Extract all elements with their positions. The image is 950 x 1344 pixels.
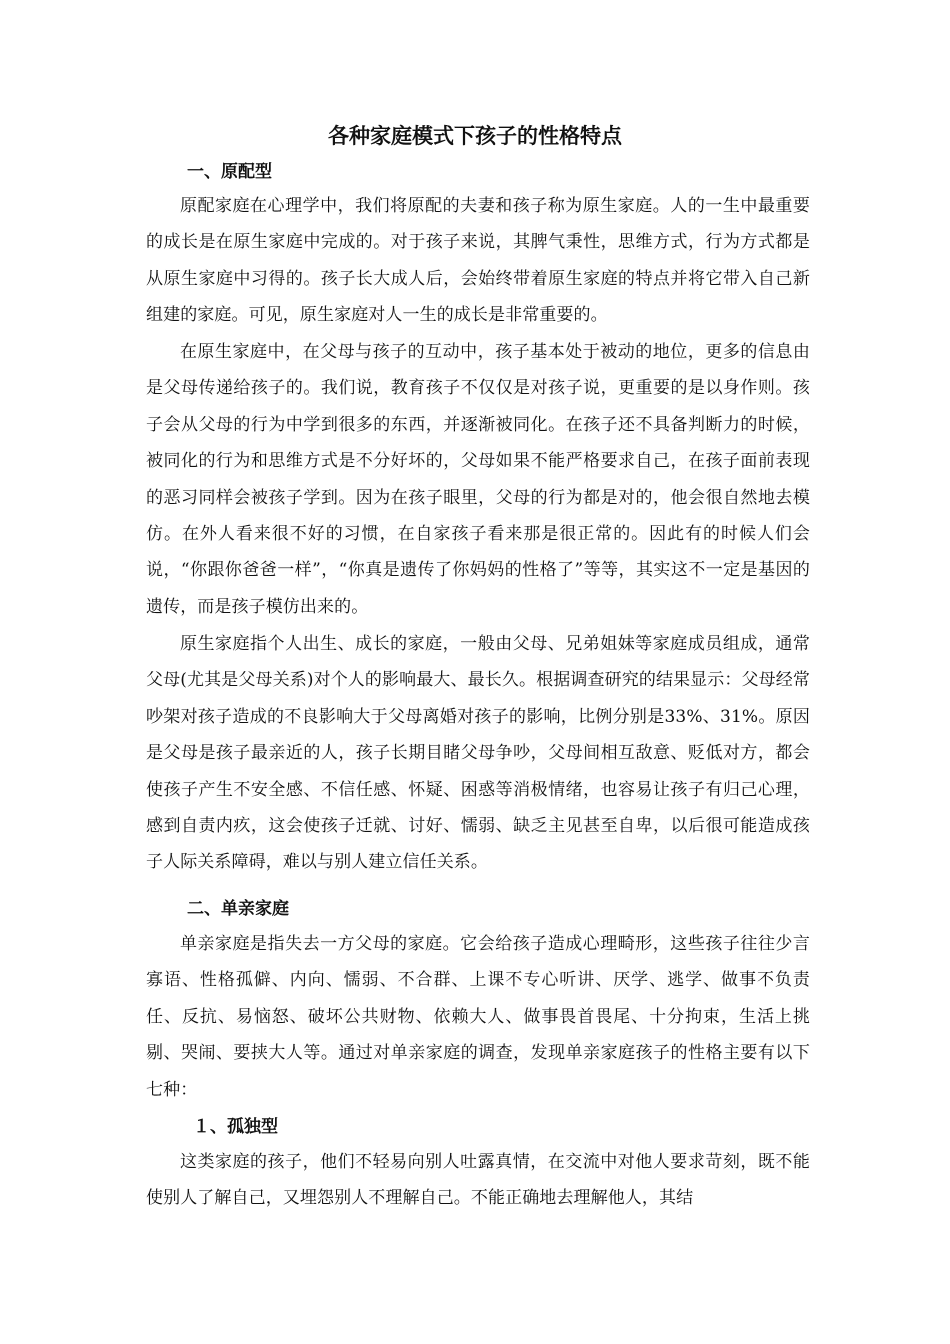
subheading-lonely-type: １、孤独型 [193,1117,278,1137]
paragraph: 原生家庭指个人出生、成长的家庭，一般由父母、兄弟姐妹等家庭成员组成，通常父母(尤其是父母关系)对个人的影响最大、最长久。根据调查研究的结果显示：父母经常吵架对孩子造成的不良影响大于父母离婚对孩子的影响，比例分别是33%、31%。原因是父母是孩子最亲近的人，孩子长期目睹父母争吵，父母间相互敌意、贬低对方，都会使孩子产生不安全感、不信任感、怀疑、困惑等消极情绪，也容易让孩子有归己心理，感到自责内疚，这会使孩子迁就、讨好、懦弱、缺乏主见甚至自卑，以后很可能造成孩子人际关系障碍，难以与别人建立信任关系。 [146,634,810,873]
paragraph: 原配家庭在心理学中，我们将原配的夫妻和孩子称为原生家庭。人的一生中最重要的成长是在原生家庭中完成的。对于孩子来说，其脾气秉性，思维方式，行为方式都是从原生家庭中习得的。孩子长大成人后，会始终带着原生家庭的特点并将它带入自己新组建的家庭。可见，原生家庭对人一生的成长是非常重要的。 [146,196,810,326]
section-heading-single-parent: 二、单亲家庭 [187,899,289,919]
section-heading-original-family: 一、原配型 [187,162,272,182]
paragraph: 在原生家庭中，在父母与孩子的互动中，孩子基本处于被动的地位，更多的信息由是父母传递给孩子的。我们说，教育孩子不仅仅是对孩子说，更重要的是以身作则。孩子会从父母的行为中学到很多的东西，并逐渐被同化。在孩子还不具备判断力的时候，被同化的行为和思维方式是不分好坏的，父母如果不能严格要求自己，在孩子面前表现的恶习同样会被孩子学到。因为在孩子眼里，父母的行为都是对的，他会很自然地去模仿。在外人看来很不好的习惯，在自家孩子看来那是很正常的。因此有的时候人们会说，“你跟你爸爸一样”，“你真是遗传了你妈妈的性格了”等等，其实这不一定是基因的遗传，而是孩子模仿出来的。 [146,342,810,617]
paragraph: 这类家庭的孩子，他们不轻易向别人吐露真情，在交流中对他人要求苛刻，既不能使别人了解自己，又埋怨别人不理解自己。不能正确地去理解他人，其结 [146,1152,810,1209]
document-title: 各种家庭模式下孩子的性格特点 [328,123,622,148]
paragraph: 单亲家庭是指失去一方父母的家庭。它会给孩子造成心理畸形，这些孩子往往少言寡语、性格孤僻、内向、懦弱、不合群、上课不专心听讲、厌学、逃学、做事不负责任、反抗、易恼怒、破坏公共财物、依赖大人、做事畏首畏尾、十分拘束，生活上挑剔、哭闹、要挟大人等。通过对单亲家庭的调查，发现单亲家庭孩子的性格主要有以下七种： [146,934,810,1100]
